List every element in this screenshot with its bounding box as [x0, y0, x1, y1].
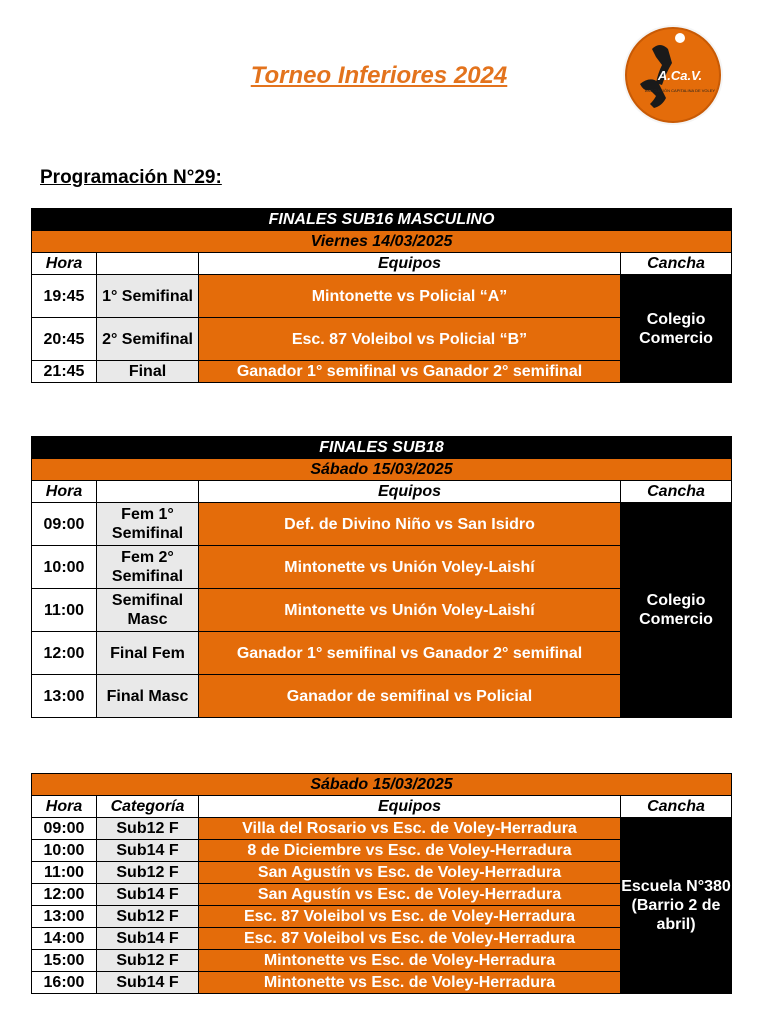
- col-header-equipos: Equipos: [199, 796, 621, 818]
- row-equipos: Mintonette vs Esc. de Voley-Herradura: [199, 972, 621, 994]
- row-equipos: 8 de Diciembre vs Esc. de Voley-Herradura: [199, 840, 621, 862]
- row-equipos: Ganador 1° semifinal vs Ganador 2° semifinal: [199, 632, 621, 675]
- table-row: [32, 275, 732, 318]
- row-categoria: Sub12 F: [97, 950, 199, 972]
- row-equipos: Mintonette vs Esc. de Voley-Herradura: [199, 950, 621, 972]
- row-hora: 11:00: [32, 862, 97, 884]
- page-title: Torneo Inferiores 2024: [250, 62, 508, 89]
- row-equipos: Ganador de semifinal vs Policial: [199, 675, 621, 718]
- col-header-cancha: Cancha: [621, 253, 732, 275]
- row-equipos: San Agustín vs Esc. de Voley-Herradura: [199, 862, 621, 884]
- row-hora: 09:00: [32, 503, 97, 546]
- row-hora: 20:45: [32, 318, 97, 361]
- col-header-hora: Hora: [32, 481, 97, 503]
- logo-text: A.Ca.V.: [657, 68, 703, 83]
- row-hora: 09:00: [32, 818, 97, 840]
- col-header-blank: [97, 481, 199, 503]
- col-header-hora: Hora: [32, 253, 97, 275]
- cancha-cell: Colegio Comercio: [621, 275, 732, 383]
- programacion-heading: Programación N°29:: [40, 167, 222, 188]
- table-date: Sábado 15/03/2025: [32, 459, 732, 481]
- row-equipos: Def. de Divino Niño vs San Isidro: [199, 503, 621, 546]
- table-date: Viernes 14/03/2025: [32, 231, 732, 253]
- col-header-equipos: Equipos: [199, 253, 621, 275]
- row-equipos: Esc. 87 Voleibol vs Esc. de Voley-Herradura: [199, 906, 621, 928]
- row-categoria: Final Fem: [97, 632, 199, 675]
- table-row: [32, 818, 732, 840]
- row-equipos: Mintonette vs Unión Voley-Laishí: [199, 589, 621, 632]
- row-equipos: Esc. 87 Voleibol vs Esc. de Voley-Herradura: [199, 928, 621, 950]
- row-equipos: Ganador 1° semifinal vs Ganador 2° semifinal: [199, 361, 621, 383]
- table-date: Sábado 15/03/2025: [32, 774, 732, 796]
- row-hora: 13:00: [32, 906, 97, 928]
- row-hora: 12:00: [32, 632, 97, 675]
- col-header-categoria: Categoría: [97, 796, 199, 818]
- row-hora: 21:45: [32, 361, 97, 383]
- row-hora: 19:45: [32, 275, 97, 318]
- cancha-cell: Escuela N°380 (Barrio 2 de abril): [621, 818, 732, 994]
- row-categoria: Semifinal Masc: [97, 589, 199, 632]
- row-hora: 12:00: [32, 884, 97, 906]
- row-categoria: Sub14 F: [97, 840, 199, 862]
- volleyball-icon: [675, 33, 685, 43]
- row-equipos: Villa del Rosario vs Esc. de Voley-Herradura: [199, 818, 621, 840]
- table-title: FINALES SUB16 MASCULINO: [32, 209, 732, 231]
- col-header-hora: Hora: [32, 796, 97, 818]
- row-categoria: Sub14 F: [97, 928, 199, 950]
- row-hora: 15:00: [32, 950, 97, 972]
- row-categoria: 1° Semifinal: [97, 275, 199, 318]
- row-equipos: Esc. 87 Voleibol vs Policial “B”: [199, 318, 621, 361]
- col-header-equipos: Equipos: [199, 481, 621, 503]
- row-hora: 14:00: [32, 928, 97, 950]
- row-categoria: 2° Semifinal: [97, 318, 199, 361]
- row-equipos: Mintonette vs Policial “A”: [199, 275, 621, 318]
- row-equipos: Mintonette vs Unión Voley-Laishí: [199, 546, 621, 589]
- row-categoria: Final: [97, 361, 199, 383]
- row-hora: 10:00: [32, 840, 97, 862]
- row-hora: 11:00: [32, 589, 97, 632]
- row-equipos: San Agustín vs Esc. de Voley-Herradura: [199, 884, 621, 906]
- row-categoria: Sub14 F: [97, 884, 199, 906]
- row-categoria: Sub14 F: [97, 972, 199, 994]
- table-sub12-sub14: [31, 773, 732, 994]
- row-hora: 16:00: [32, 972, 97, 994]
- acav-logo: [622, 24, 724, 126]
- row-categoria: Fem 2° Semifinal: [97, 546, 199, 589]
- row-categoria: Final Masc: [97, 675, 199, 718]
- table-row: [32, 503, 732, 546]
- table-sub18: [31, 436, 732, 718]
- table-title: FINALES SUB18: [32, 437, 732, 459]
- table-sub16: [31, 208, 732, 383]
- cancha-cell: Colegio Comercio: [621, 503, 732, 718]
- col-header-cancha: Cancha: [621, 481, 732, 503]
- col-header-cancha: Cancha: [621, 796, 732, 818]
- row-hora: 13:00: [32, 675, 97, 718]
- row-categoria: Sub12 F: [97, 862, 199, 884]
- col-header-blank: [97, 253, 199, 275]
- row-hora: 10:00: [32, 546, 97, 589]
- row-categoria: Sub12 F: [97, 906, 199, 928]
- row-categoria: Sub12 F: [97, 818, 199, 840]
- logo-caption: ASOCIACIÓN CAPITALINA DE VOLEY: [644, 88, 716, 93]
- row-categoria: Fem 1° Semifinal: [97, 503, 199, 546]
